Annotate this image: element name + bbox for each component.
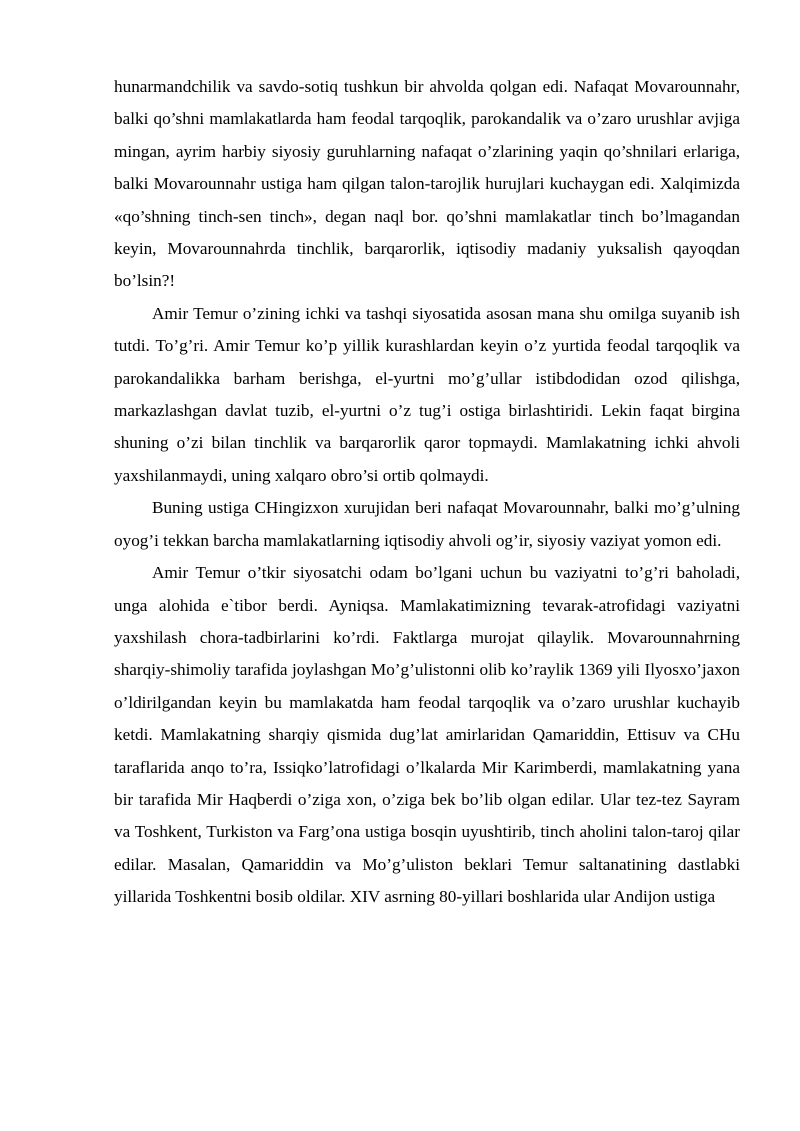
paragraph-amir-temur-policy: Amir Temur o’zining ichki va tashqi siyosatida asosan mana shu omilga suyanib ish tutdi. To’g’ri. Amir Temur ko’p yillik kurashlardan keyin o’z yurtida feodal tarqoqlik va parokandalikka barham berishga, el-yurtni mo’g’ullar istibdodidan ozod qilishga, markazlashgan davlat tuzib, el-yurtni o’z tug’i ostiga birlashtiridi. Lekin faqat birgina shuning o’zi bilan tinchlik va barqarorlik qaror topmaydi. Mamlakatning ichki ahvoli yaxshilanmaydi, uning xalqaro obro’si ortib qolmaydi. <box>114 303 740 485</box>
paragraph-chingizxon: Buning ustiga CHingizxon xurujidan beri nafaqat Movarounnahr, balki mo’g’ulning oyog’i tekkan barcha mamlakatlarning iqtisodiy ahvoli og’ir, siyosiy vaziyat yomon edi. <box>114 498 740 550</box>
paragraph-moghulistan: Amir Temur o’tkir siyosatchi odam bo’lgani uchun bu vaziyatni to’g’ri baholadi, unga alohida e`tibor berdi. Ayniqsa. Mamlakatimizning tevarak-atrofidagi vaziyatni yaxshilash chora-tadbirlarini ko’rdi. Faktlarga murojat qilaylik. Movarounnahrning sharqiy-shimoliy tarafida joylashgan Mo’g’ulistonni olib ko’raylik 1369 yili Ilyosxo’jaxon o’ldirilgandan keyin bu mamlakatda ham feodal tarqoqlik va o’zaro urushlar kuchayib ketdi. Mamlakatning sharqiy qismida dug’lat amirlaridan Qamariddin, Ettisuv va CHu taraflarida anqo to’ra, Issiqko’latrofidagi o’lkalarda Mir Karimberdi, mamlakatning yana bir tarafida Mir Haqberdi o’ziga xon, o’ziga bek bo’lib olgan edilar. Ular tez-tez Sayram va Toshkent, Turkiston va Farg’ona ustiga bosqin uyushtirib, tinch aholini talon-taroj qilar edilar. Masalan, Qamariddin va Mo’g’uliston beklari Temur saltanatining dastlabki yillarida Toshkentni bosib oldilar. XIV asrning 80-yillari boshlarida ular Andijon ustiga <box>114 563 740 907</box>
paragraph-continuation: hunarmandchilik va savdo-sotiq tushkun bir ahvolda qolgan edi. Nafaqat Movarounnahr, balki qo’shni mamlakatlarda ham feodal tarqoqlik, parokandalik va o’zaro urushlar avjiga mingan, ayrim harbiy siyosiy guruhlarning nafaqat o’zlarining yaqin qo’shnilari erlariga, balki Movarounnahr ustiga ham qilgan talon-tarojlik hurujlari kuchaygan edi. Xalqimizda «qo’shning tinch-sen tinch», degan naql bor. qo’shni mamlakatlar tinch bo’lmagandan keyin, Movarounnahrda tinchlik, barqarorlik, iqtisodiy madaniy yuksalish qayoqdan bo’lsin?! <box>114 77 740 291</box>
document-page <box>114 71 740 914</box>
